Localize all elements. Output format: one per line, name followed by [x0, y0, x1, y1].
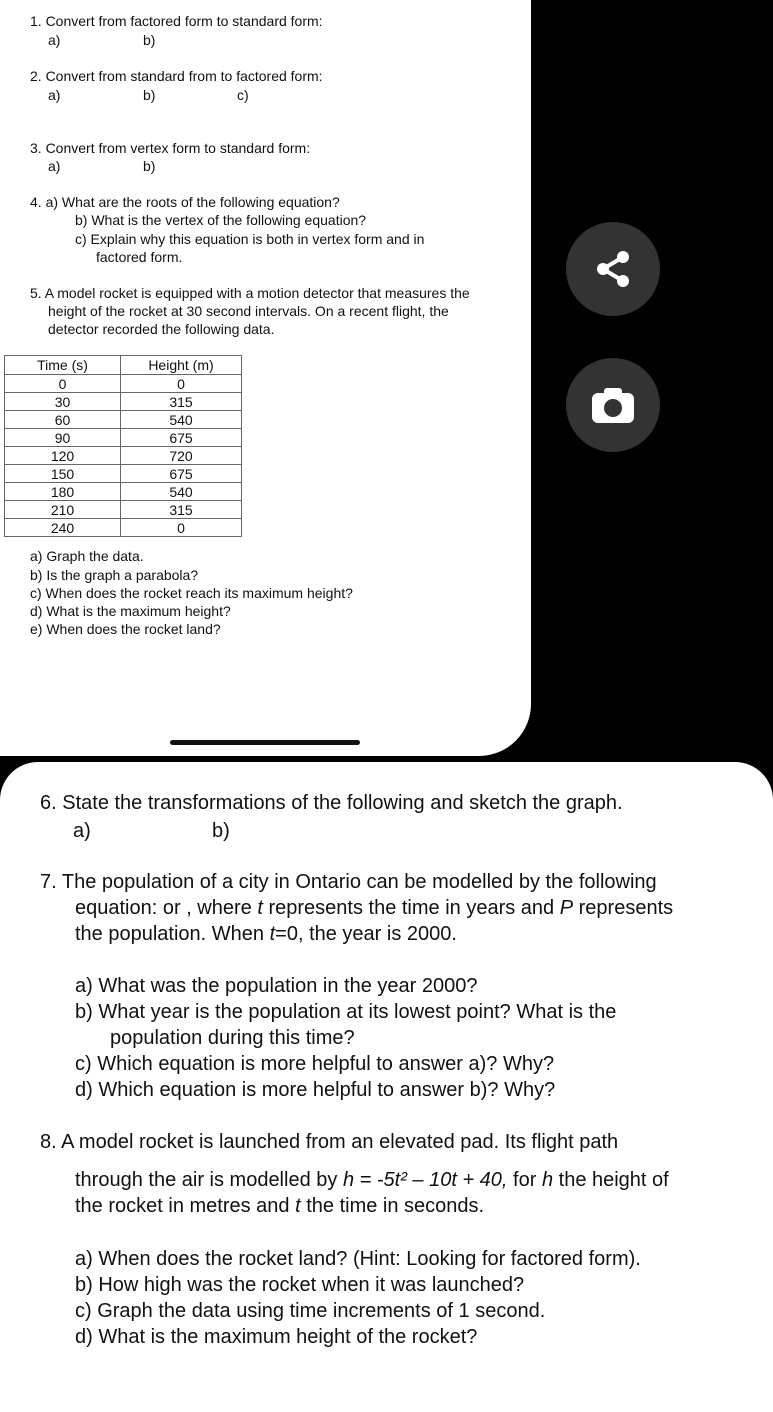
- q2-c: c): [237, 87, 249, 103]
- table-cell: 210: [5, 501, 121, 519]
- camera-icon: [589, 385, 637, 425]
- table-cell: 120: [5, 447, 121, 465]
- q7-d: d) Which equation is more helpful to answer b)? Why?: [75, 1079, 556, 1101]
- q5-e: e) When does the rocket land?: [30, 621, 221, 637]
- table-cell: 540: [121, 411, 242, 429]
- share-button[interactable]: [566, 222, 660, 316]
- worksheet-page-1: [0, 0, 531, 756]
- table-cell: 90: [5, 429, 121, 447]
- q1-text: 1. Convert from factored form to standard form:: [30, 13, 323, 29]
- q7-b-line2: population during this time?: [110, 1027, 355, 1049]
- q5-c: c) When does the rocket reach its maximum height?: [30, 585, 353, 601]
- q6-a: a): [73, 820, 91, 842]
- q8-b: b) How high was the rocket when it was launched?: [75, 1274, 525, 1296]
- q4-c-line1: c) Explain why this equation is both in vertex form and in: [75, 231, 425, 247]
- worksheet-page-2: [0, 762, 773, 1412]
- table-row: [5, 465, 242, 483]
- q4-a: 4. a) What are the roots of the following equation?: [30, 194, 340, 210]
- q2-b: b): [143, 87, 156, 103]
- q7-line2: equation: or , where t represents the time in years and P represents: [75, 897, 674, 919]
- q3-text: 3. Convert from vertex form to standard form:: [30, 140, 311, 156]
- q5-line3: detector recorded the following data.: [48, 321, 275, 337]
- table-cell: 540: [121, 483, 242, 501]
- q5-line1: 5. A model rocket is equipped with a motion detector that measures the: [30, 285, 470, 301]
- q8-d: d) What is the maximum height of the rocket?: [75, 1326, 478, 1348]
- rocket-data-table: [4, 355, 242, 537]
- q5-d: d) What is the maximum height?: [30, 603, 231, 619]
- table-row: [5, 447, 242, 465]
- table-cell: 240: [5, 519, 121, 537]
- q7-a: a) What was the population in the year 2000?: [75, 975, 478, 997]
- table-header-row: [5, 356, 242, 375]
- q7-line3: the population. When t=0, the year is 2000.: [75, 923, 457, 945]
- q4-b: b) What is the vertex of the following equation?: [75, 212, 367, 228]
- q8-line1: 8. A model rocket is launched from an elevated pad. Its flight path: [40, 1131, 619, 1153]
- table-row: [5, 429, 242, 447]
- q7-line1: 7. The population of a city in Ontario can be modelled by the following: [40, 871, 657, 893]
- q1-a: a): [48, 32, 61, 48]
- q8-a: a) When does the rocket land? (Hint: Looking for factored form).: [75, 1248, 641, 1270]
- table-cell: 60: [5, 411, 121, 429]
- table-cell: 675: [121, 465, 242, 483]
- q5-a: a) Graph the data.: [30, 548, 144, 564]
- q5-b: b) Is the graph a parabola?: [30, 567, 199, 583]
- q5-line2: height of the rocket at 30 second intervals. On a recent flight, the: [48, 303, 449, 319]
- table-cell: 0: [121, 519, 242, 537]
- table-cell: 675: [121, 429, 242, 447]
- q7-b-line1: b) What year is the population at its lowest point? What is the: [75, 1001, 617, 1023]
- q6-text: 6. State the transformations of the following and sketch the graph.: [40, 792, 623, 814]
- table-cell: 0: [5, 375, 121, 393]
- camera-button[interactable]: [566, 358, 660, 452]
- table-row: [5, 501, 242, 519]
- table-cell: 315: [121, 501, 242, 519]
- q2-a: a): [48, 87, 61, 103]
- q7-c: c) Which equation is more helpful to answer a)? Why?: [75, 1053, 555, 1075]
- table-row: [5, 519, 242, 537]
- table-cell: 720: [121, 447, 242, 465]
- q8-line3: the rocket in metres and t the time in seconds.: [75, 1195, 485, 1217]
- q3-b: b): [143, 158, 156, 174]
- q8-c: c) Graph the data using time increments of 1 second.: [75, 1300, 546, 1322]
- table-cell: 315: [121, 393, 242, 411]
- home-indicator[interactable]: [170, 740, 360, 745]
- q4-c-line2: factored form.: [96, 249, 183, 265]
- table-row: [5, 483, 242, 501]
- q6-b: b): [212, 820, 230, 842]
- table-row: [5, 375, 242, 393]
- q2-text: 2. Convert from standard from to factored form:: [30, 68, 323, 84]
- table-header-time: Time (s): [5, 356, 121, 375]
- share-icon: [591, 247, 635, 291]
- table-cell: 30: [5, 393, 121, 411]
- table-header-height: Height (m): [121, 356, 242, 375]
- table-cell: 0: [121, 375, 242, 393]
- table-cell: 150: [5, 465, 121, 483]
- table-row: [5, 411, 242, 429]
- table-row: [5, 393, 242, 411]
- q8-line2: through the air is modelled by h = -5t² – 10t + 40, for h the height of: [75, 1169, 669, 1191]
- q3-a: a): [48, 158, 61, 174]
- q1-b: b): [143, 32, 156, 48]
- table-cell: 180: [5, 483, 121, 501]
